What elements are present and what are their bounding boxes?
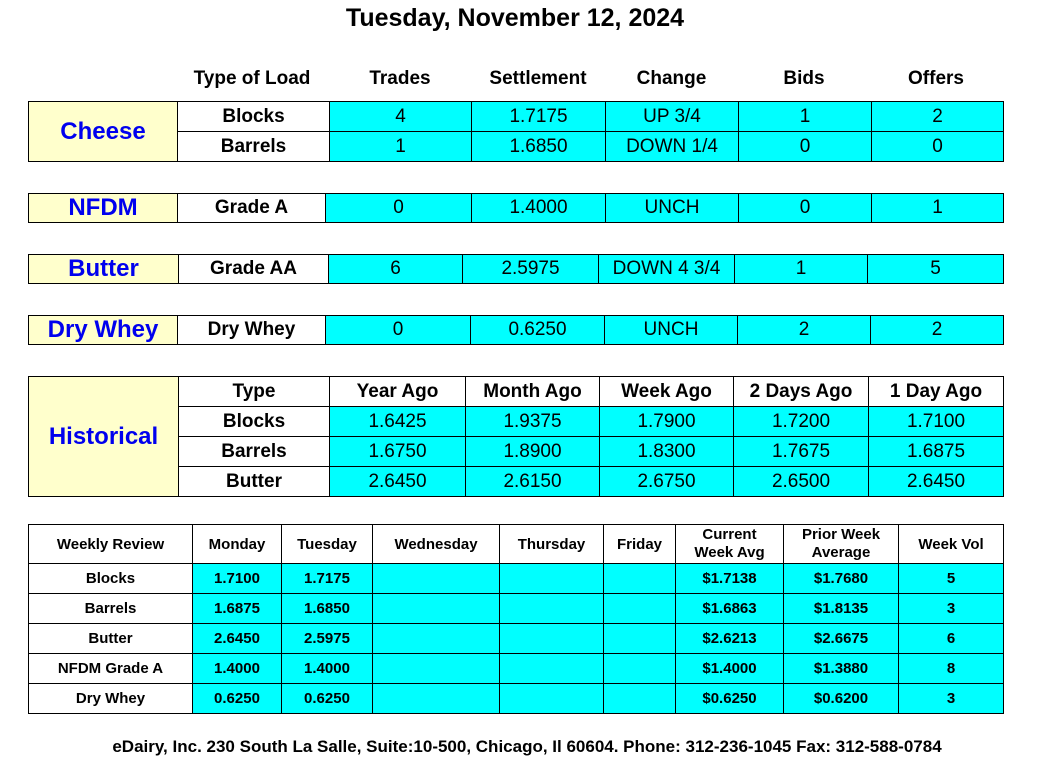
cell-value [500,624,604,654]
cheese-label: Cheese [29,102,178,162]
cell-offers: 1 [872,194,1004,223]
cell-value: 1.6850 [282,594,373,624]
cell-value: 3 [899,684,1004,714]
cell-bids: 2 [738,316,871,345]
cheese-table [28,101,1004,162]
cell-value: 1.7200 [734,407,869,437]
cell-change: UP 3/4 [606,102,739,132]
cell-change: DOWN 4 3/4 [599,255,735,284]
nfdm-table [28,193,1004,223]
cell-value [373,594,500,624]
nfdm-label: NFDM [29,194,178,223]
cell-offers: 2 [872,102,1004,132]
cell-value: 5 [899,564,1004,594]
cell-value: 1.6875 [869,437,1004,467]
cell-type: Grade AA [179,255,329,284]
cell-value: $2.6675 [784,624,899,654]
cell-value: 2.6500 [734,467,869,497]
header-change: Change [636,68,707,89]
table-row [29,316,1004,345]
cell-value: $0.6250 [676,684,784,714]
cell-value: 0.6250 [282,684,373,714]
cell-value [373,684,500,714]
weekly-header: Tuesday [282,525,373,564]
cell-value: 1.6425 [330,407,466,437]
cell-value: 1.6750 [330,437,466,467]
cell-settlement: 2.5975 [463,255,599,284]
cell-value: $1.8135 [784,594,899,624]
cell-type: Dry Whey [178,316,326,345]
cell-bids: 1 [739,102,872,132]
table-row [29,624,1004,654]
table-row [29,564,1004,594]
cell-type: Blocks [178,102,330,132]
cell-value: 1.8900 [466,437,600,467]
historical-header: Type [179,377,330,407]
historical-table [28,376,1004,497]
cell-change: UNCH [605,316,738,345]
weekly-header: Week Vol [899,525,1004,564]
cell-value [500,564,604,594]
table-row [29,377,1004,407]
cell-type: Butter [179,467,330,497]
drywhey-table [28,315,1004,345]
cell-value [604,594,676,624]
cell-settlement: 1.6850 [472,132,606,162]
weekly-header: Monday [193,525,282,564]
cell-value: 2.6450 [330,467,466,497]
cell-value [604,684,676,714]
cell-commodity: Dry Whey [29,684,193,714]
cell-value: 2.6150 [466,467,600,497]
table-row [29,255,1004,284]
cell-trades: 6 [329,255,463,284]
cell-type: Grade A [178,194,326,223]
cell-value: 2.6450 [193,624,282,654]
cell-value [500,654,604,684]
cell-settlement: 0.6250 [471,316,605,345]
cell-change: DOWN 1/4 [606,132,739,162]
cell-value [373,624,500,654]
cell-value: 1.8300 [600,437,734,467]
cell-value: 1.4000 [282,654,373,684]
cell-value: 6 [899,624,1004,654]
cell-change: UNCH [606,194,739,223]
cell-commodity: Barrels [29,594,193,624]
historical-header: Month Ago [466,377,600,407]
weekly-header: Current Week Avg [676,525,784,564]
cell-offers: 2 [871,316,1004,345]
cell-value: 3 [899,594,1004,624]
cell-value: 1.7100 [193,564,282,594]
cell-commodity: NFDM Grade A [29,654,193,684]
weekly-review-table [28,524,1004,714]
cell-offers: 0 [872,132,1004,162]
historical-header: Year Ago [330,377,466,407]
cell-bids: 0 [739,194,872,223]
cell-value [604,654,676,684]
cell-value: 1.9375 [466,407,600,437]
cell-trades: 0 [326,194,472,223]
cell-value: 0.6250 [193,684,282,714]
footer-contact: eDairy, Inc. 230 South La Salle, Suite:10-500, Chicago, Il 60604. Phone: 312-236-1045 Fax: 312-588-0784 [112,737,942,756]
cell-value: $2.6213 [676,624,784,654]
header-settlement: Settlement [489,68,587,89]
weekly-header: Friday [604,525,676,564]
cell-value: $1.7138 [676,564,784,594]
cell-value: 1.7675 [734,437,869,467]
cell-type: Barrels [178,132,330,162]
cell-trades: 1 [330,132,472,162]
cell-value: $1.6863 [676,594,784,624]
table-row [29,654,1004,684]
cell-trades: 0 [326,316,471,345]
weekly-header: Weekly Review [29,525,193,564]
cell-value: $1.3880 [784,654,899,684]
drywhey-label: Dry Whey [29,316,178,345]
historical-header: 1 Day Ago [869,377,1004,407]
cell-value: 1.4000 [193,654,282,684]
cell-value [373,564,500,594]
header-offers: Offers [908,68,964,89]
header-type-of-load: Type of Load [193,68,311,89]
butter-table [28,254,1004,284]
cell-value [373,654,500,684]
header-bids: Bids [783,68,825,89]
cell-commodity: Butter [29,624,193,654]
cell-value: 2.5975 [282,624,373,654]
cell-bids: 1 [735,255,868,284]
page-title: Tuesday, November 12, 2024 [345,4,685,32]
cell-value: 1.6875 [193,594,282,624]
cell-type: Barrels [179,437,330,467]
cell-value: $1.7680 [784,564,899,594]
cell-value [500,594,604,624]
cell-settlement: 1.7175 [472,102,606,132]
cell-offers: 5 [868,255,1004,284]
table-row [29,194,1004,223]
weekly-header: Wednesday [373,525,500,564]
weekly-header-row [29,525,1004,564]
cell-settlement: 1.4000 [472,194,606,223]
table-row [29,102,1004,132]
historical-label: Historical [29,377,179,497]
weekly-header: Thursday [500,525,604,564]
cell-trades: 4 [330,102,472,132]
cell-value: 8 [899,654,1004,684]
cell-value: 1.7175 [282,564,373,594]
header-trades: Trades [369,68,431,89]
table-row [29,684,1004,714]
cell-value: $0.6200 [784,684,899,714]
cell-value [604,564,676,594]
weekly-header: Prior Week Average [784,525,899,564]
cell-value [604,624,676,654]
table-row [29,594,1004,624]
historical-header: 2 Days Ago [734,377,869,407]
cell-bids: 0 [739,132,872,162]
cell-value: 2.6750 [600,467,734,497]
historical-header: Week Ago [600,377,734,407]
cell-value: 1.7100 [869,407,1004,437]
cell-commodity: Blocks [29,564,193,594]
cell-value: 1.7900 [600,407,734,437]
cell-type: Blocks [179,407,330,437]
cell-value [500,684,604,714]
butter-label: Butter [29,255,179,284]
cell-value: 2.6450 [869,467,1004,497]
cell-value: $1.4000 [676,654,784,684]
